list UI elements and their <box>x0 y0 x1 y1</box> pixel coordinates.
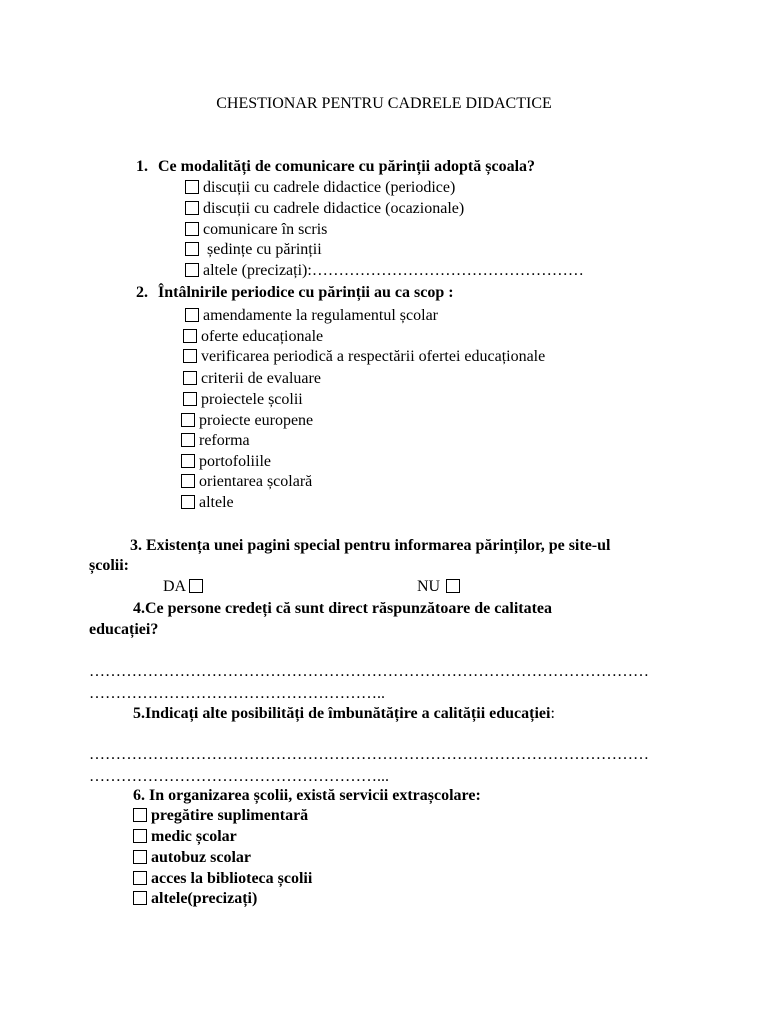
document-title: CHESTIONAR PENTRU CADRELE DIDACTICE <box>216 95 552 112</box>
q1-option-label: discuții cu cadrele didactice (periodice) <box>203 179 456 196</box>
question-2 <box>136 283 454 303</box>
checkbox[interactable] <box>181 433 195 447</box>
q1-option-label: comunicare în scris <box>203 221 328 238</box>
question-5-text: 5.Indicați alte posibilități de îmbunătățire a calității educației <box>133 705 551 722</box>
checkbox[interactable] <box>133 871 147 885</box>
q2-option <box>181 472 312 492</box>
answer-line[interactable]: ………………………………………………... <box>89 768 389 785</box>
q6-option-label: medic școlar <box>151 828 237 845</box>
checkbox[interactable] <box>133 850 147 864</box>
q1-option <box>185 220 327 240</box>
answer-line[interactable]: …………………………………………………………………………………………… <box>89 663 649 680</box>
no-checkbox[interactable] <box>446 579 460 593</box>
answer-line[interactable]: ……………………………………………….. <box>89 685 385 702</box>
checkbox[interactable] <box>183 371 197 385</box>
q2-option <box>183 327 323 347</box>
checkbox[interactable] <box>181 454 195 468</box>
question-3-line1: 3. Existența unei pagini special pentru informarea părinților, pe site-ul <box>130 537 611 554</box>
q2-option-label: proiectele școlii <box>201 391 303 408</box>
q6-option-label: pregătire suplimentară <box>151 807 309 824</box>
checkbox[interactable] <box>185 242 199 256</box>
checkbox[interactable] <box>185 222 199 236</box>
q2-option <box>183 347 545 367</box>
question-3-line2: școlii: <box>89 557 129 574</box>
q1-option <box>185 261 584 281</box>
q1-option <box>185 240 322 260</box>
q2-option-label: verificarea periodică a respectării ofertei educaționale <box>201 348 546 365</box>
yes-checkbox[interactable] <box>189 579 203 593</box>
q1-option-label: discuții cu cadrele didactice (ocazionale) <box>203 200 465 217</box>
q2-option <box>185 306 438 326</box>
q6-option <box>133 889 257 909</box>
q6-option-label: autobuz scolar <box>151 849 251 866</box>
question-1-text: Ce modalități de comunicare cu părinții adoptă școala? <box>158 158 536 175</box>
q6-option <box>133 806 308 826</box>
q2-option-label: proiecte europene <box>199 412 314 429</box>
checkbox[interactable] <box>183 329 197 343</box>
checkbox[interactable] <box>185 263 199 277</box>
q1-option <box>185 199 464 219</box>
answer-no <box>417 577 460 597</box>
q2-option <box>181 431 250 451</box>
q6-option-label: altele(precizați) <box>151 890 258 907</box>
checkbox[interactable] <box>183 349 197 363</box>
q2-option <box>181 411 313 431</box>
checkbox[interactable] <box>181 413 195 427</box>
question-1 <box>136 157 535 177</box>
checkbox[interactable] <box>183 392 197 406</box>
q2-option-label: oferte educaționale <box>201 328 324 345</box>
question-5 <box>133 704 555 724</box>
checkbox[interactable] <box>185 180 199 194</box>
q2-option-label: altele <box>199 494 234 511</box>
q2-option <box>181 493 234 513</box>
q1-option <box>185 178 455 198</box>
q6-option-label: acces la biblioteca școlii <box>151 870 313 887</box>
question-4-line2: educației? <box>89 621 159 638</box>
q6-option <box>133 869 312 889</box>
checkbox[interactable] <box>133 829 147 843</box>
question-1-number: 1. <box>136 158 148 175</box>
q2-option-label: criterii de evaluare <box>201 370 321 387</box>
q2-option <box>181 452 271 472</box>
question-2-text: Întâlnirile periodice cu părinții au ca scop : <box>158 284 454 301</box>
question-5-colon: : <box>550 705 555 722</box>
checkbox[interactable] <box>133 891 147 905</box>
checkbox[interactable] <box>181 474 195 488</box>
checkbox[interactable] <box>185 308 199 322</box>
q1-option-label: altele (precizați):…………………………………………… <box>203 262 584 279</box>
checkbox[interactable] <box>185 201 199 215</box>
answer-no-label: NU <box>417 578 441 595</box>
q2-option <box>183 369 321 389</box>
checkbox[interactable] <box>181 495 195 509</box>
answer-yes <box>163 577 203 597</box>
q2-option-label: reforma <box>199 432 250 449</box>
q2-option-label: portofoliile <box>199 453 271 470</box>
q6-option <box>133 848 251 868</box>
question-4-line1: 4.Ce persone credeți că sunt direct răspunzătoare de calitatea <box>133 600 553 617</box>
q1-option-label: ședințe cu părinții <box>203 241 322 258</box>
q2-option-label: orientarea școlară <box>199 473 313 490</box>
q2-option-label: amendamente la regulamentul școlar <box>203 307 439 324</box>
q6-option <box>133 827 237 847</box>
answer-yes-label: DA <box>163 578 187 595</box>
q2-option <box>183 390 303 410</box>
checkbox[interactable] <box>133 808 147 822</box>
question-6: 6. In organizarea școlii, există servicii extrașcolare: <box>133 787 481 804</box>
question-2-number: 2. <box>136 284 148 301</box>
answer-line[interactable]: …………………………………………………………………………………………… <box>89 746 649 763</box>
